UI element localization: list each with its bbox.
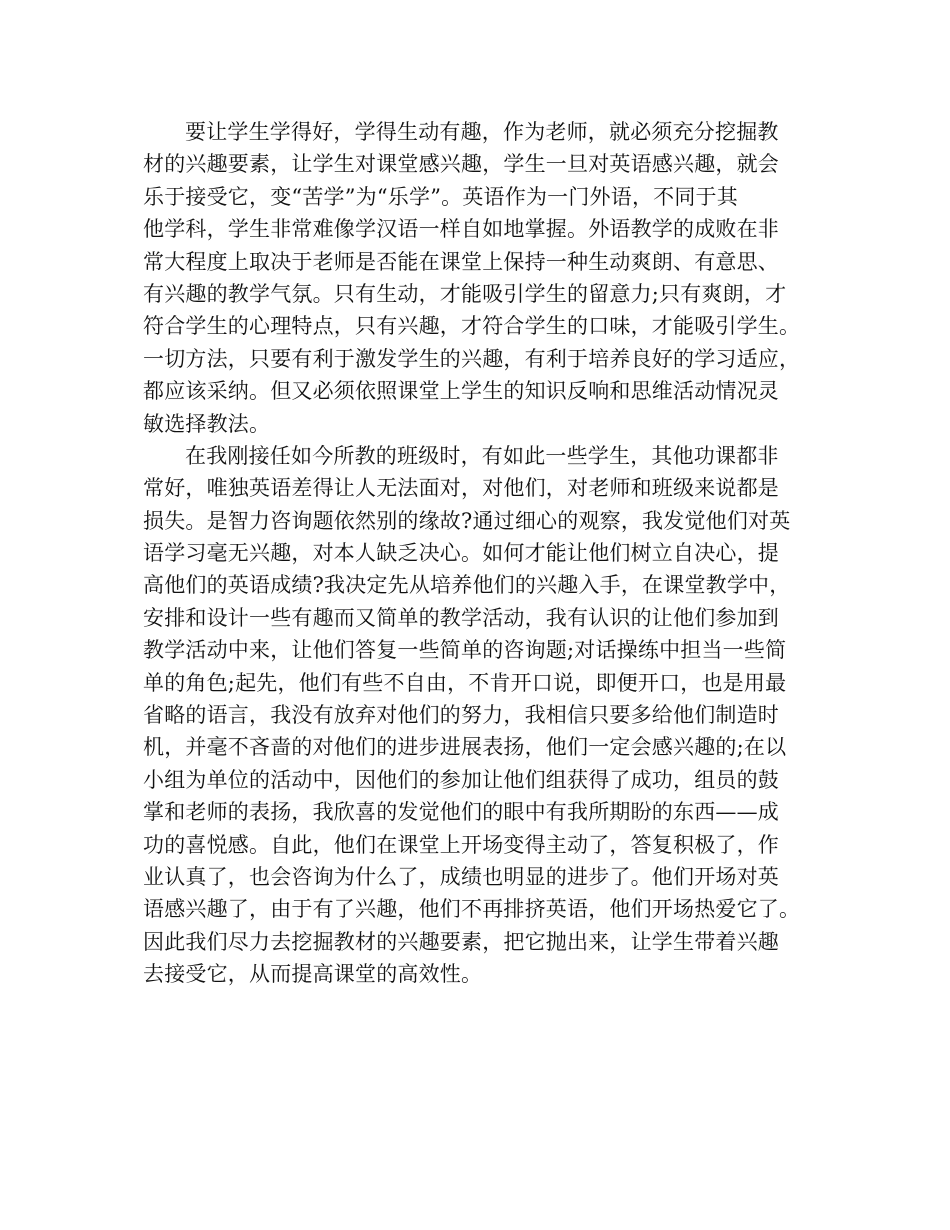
paragraph-1-line-9: 都应该采纳。但又必须依照课堂上学生的知识反响和思维活动情况灵 xyxy=(143,379,779,404)
paragraph-1-line-8: 一切方法，只要有利于激发学生的兴趣，有利于培养良好的学习适应， xyxy=(143,346,801,371)
paragraph-1-line-4: 他学科，学生非常难像学汉语一样自如地掌握。外语教学的成败在非 xyxy=(143,217,779,242)
paragraph-2-line-3: 损失。是智力咨询题依然别的缘故?通过细心的观察，我发觉他们对英 xyxy=(143,508,791,533)
paragraph-1-line-5: 常大程度上取决于老师是否能在课堂上保持一种生动爽朗、有意思、 xyxy=(143,249,779,274)
paragraph-2-line-8: 单的角色;起先，他们有些不自由，不肯开口说，即便开口，也是用最 xyxy=(143,670,787,695)
paragraph-1-line-7: 符合学生的心理特点，只有兴趣，才符合学生的口味，才能吸引学生。 xyxy=(143,314,801,339)
paragraph-2-line-16: 因此我们尽力去挖掘教材的兴趣要素，把它抛出来，让学生带着兴趣 xyxy=(143,929,779,954)
paragraph-2-line-12: 掌和老师的表扬，我欣喜的发觉他们的眼中有我所期盼的东西——成 xyxy=(143,800,779,825)
paragraph-2-line-5: 高他们的英语成绩?我决定先从培养他们的兴趣入手，在课堂教学中， xyxy=(143,573,791,598)
paragraph-2-line-4: 语学习毫无兴趣，对本人缺乏决心。如何才能让他们树立自决心，提 xyxy=(143,541,779,566)
paragraph-2-line-13: 功的喜悦感。自此，他们在课堂上开场变得主动了，答复积极了，作 xyxy=(143,832,779,857)
document-body xyxy=(143,116,823,991)
paragraph-2-line-11: 小组为单位的活动中，因他们的参加让他们组获得了成功，组员的鼓 xyxy=(143,767,779,792)
paragraph-1-line-2: 材的兴趣要素，让学生对课堂感兴趣，学生一旦对英语感兴趣，就会 xyxy=(143,152,779,177)
paragraph-1-line-6: 有兴趣的教学气氛。只有生动，才能吸引学生的留意力;只有爽朗，才 xyxy=(143,281,787,306)
paragraph-1-line-10: 敏选择教法。 xyxy=(143,411,271,436)
paragraph-2-line-9: 省略的语言，我没有放弃对他们的努力，我相信只要多给他们制造时 xyxy=(143,703,779,728)
paragraph-2-line-2: 常好，唯独英语差得让人无法面对，对他们，对老师和班级来说都是 xyxy=(143,476,779,501)
paragraph-2-line-17: 去接受它，从而提高课堂的高效性。 xyxy=(143,962,483,987)
paragraph-1-line-3: 乐于接受它，变“苦学”为“乐学”。英语作为一门外语，不同于其 xyxy=(143,184,738,209)
paragraph-2-line-10: 机，并毫不吝啬的对他们的进步进展表扬，他们一定会感兴趣的;在以 xyxy=(143,735,787,760)
paragraph-2-line-15: 语感兴趣了，由于有了兴趣，他们不再排挤英语，他们开场热爱它了。 xyxy=(143,897,801,922)
paragraph-1-line-1: 要让学生学得好，学得生动有趣，作为老师，就必须充分挖掘教 xyxy=(185,120,779,144)
paragraph-2-line-14: 业认真了，也会咨询为什么了，成绩也明显的进步了。他们开场对英 xyxy=(143,864,779,889)
paragraph-2-line-6: 安排和设计一些有趣而又简单的教学活动，我有认识的让他们参加到 xyxy=(143,605,779,630)
paragraph-2-line-7: 教学活动中来，让他们答复一些简单的咨询题;对话操练中担当一些简 xyxy=(143,638,787,663)
paragraph-2-line-1: 在我刚接任如今所教的班级时，有如此一些学生，其他功课都非 xyxy=(185,443,779,468)
